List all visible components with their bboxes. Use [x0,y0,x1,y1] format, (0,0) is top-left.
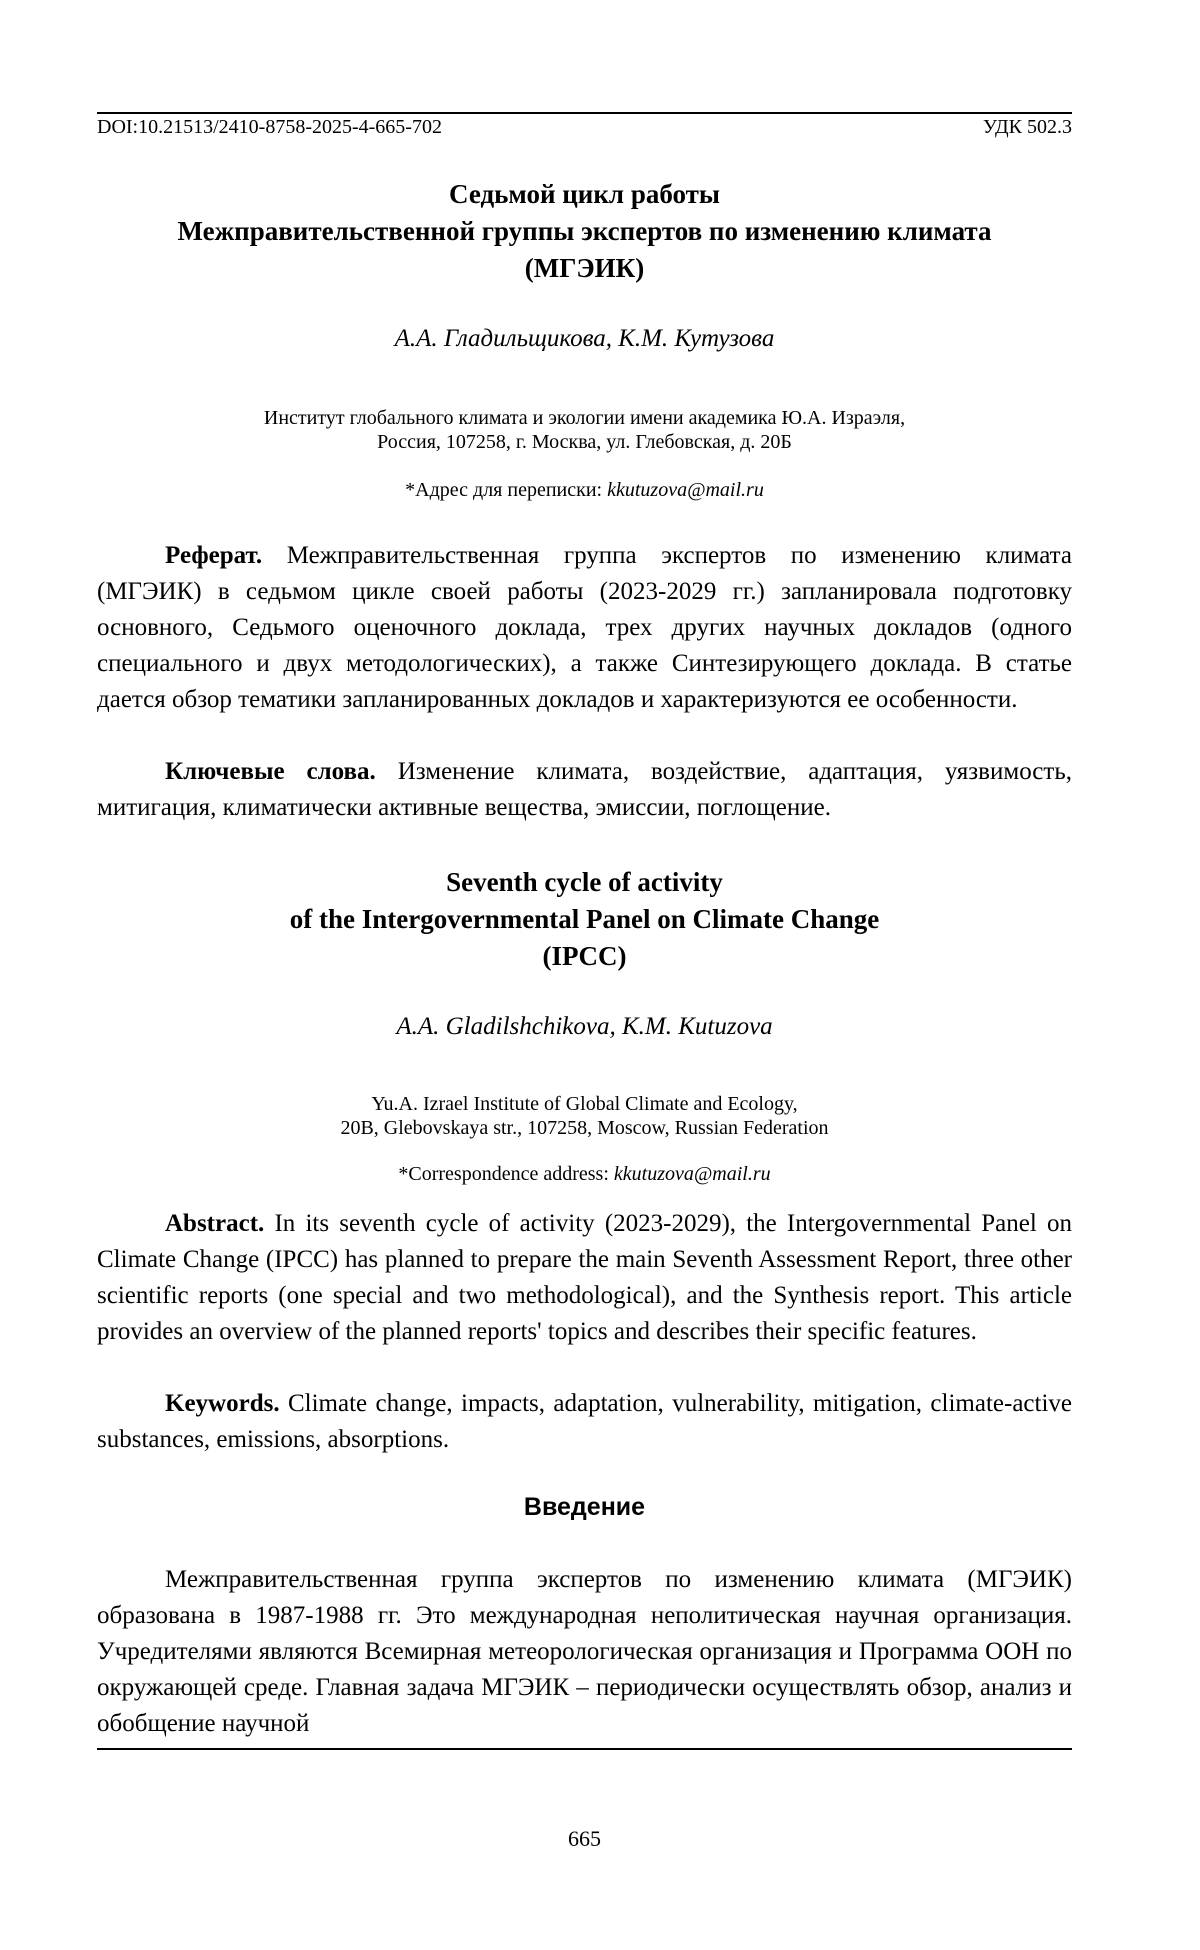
keywords-ru [97,754,1072,826]
section-heading-introduction: Введение [523,1493,646,1521]
abstract-ru-text: Межправительственная группа экспертов по изменению климата (МГЭИК) в седьмом цикле своей работы (2023-2029 гг.) запланировала подготовку основного, Седьмого оценочного доклада, трех других научных докладов (одного специального и двух методологических), а также Синтезирующего доклада. В статье дается обзор тематики запланированных докладов и характеризуются ее особенности. [97,542,1072,713]
affiliation-ru-line: Россия, 107258, г. Москва, ул. Глебовская, д. 20Б [377,431,792,453]
doi: DOI:10.21513/2410-8758-2025-4-665-702 [97,116,442,138]
affiliation-en-line: 20B, Glebovskaya str., 107258, Moscow, Russian Federation [340,1117,829,1139]
introduction-text: Межправительственная группа экспертов по изменению климата (МГЭИК) образована в 1987-1988 гг. Это международная неполитическая научная организация. Учредителями являются Всемирная метеорологическая организация и Программа ООН по окружающей среде. Главная задача МГЭИК – периодически осуществлять обзор, анализ и обобщение научной [97,1566,1072,1737]
title-en [97,864,1072,975]
keywords-ru-label: Ключевые слова. [165,758,376,785]
udc-code: УДК 502.3 [982,116,1072,138]
title-ru [97,176,1072,287]
footer-rule [97,1748,1072,1750]
correspondence-email: kkutuzova@mail.ru [613,1163,771,1185]
keywords-en-label: Keywords. [165,1390,280,1417]
correspondence-label: *Correspondence address: [398,1163,614,1185]
title-en-line: of the Intergovernmental Panel on Climate Change [289,904,880,934]
affiliation-ru [97,406,1072,454]
correspondence-label: *Адрес для переписки: [405,479,608,501]
correspondence-en [97,1162,1072,1186]
title-ru-line: Межправительственной группы экспертов по изменению климата [177,216,992,246]
abstract-ru-label: Реферат. [165,542,263,569]
keywords-en-text: Climate change, impacts, adaptation, vulnerability, mitigation, climate-active substances, emissions, absorptions. [97,1390,1072,1453]
affiliation-en [97,1092,1072,1140]
keywords-ru-text: Изменение климата, воздействие, адаптация, уязвимость, митигация, климатически активные вещества, эмиссии, поглощение. [97,758,1072,821]
abstract-ru [97,538,1072,718]
authors-en: A.A. Gladilshchikova, K.M. Kutuzova [396,1013,773,1040]
correspondence-ru [97,478,1072,502]
authors-ru: А.А. Гладильщикова, К.М. Кутузова [394,325,775,352]
title-ru-line: (МГЭИК) [524,253,645,283]
header-line [97,114,1072,140]
page-number: 665 [568,1826,601,1851]
affiliation-ru-line: Институт глобального климата и экологии имени академика Ю.А. Израэля, [263,407,906,429]
correspondence-email: kkutuzova@mail.ru [607,479,764,501]
abstract-en-label: Abstract. [165,1210,265,1237]
abstract-en-text: In its seventh cycle of activity (2023-2029), the Intergovernmental Panel on Climate Change (IPCC) has planned to prepare the main Seventh Assessment Report, three other scientific reports (one special and two methodological), and the Synthesis report. This article provides an overview of the planned reports' topics and describes their specific features. [97,1210,1072,1345]
abstract-en [97,1206,1072,1350]
keywords-en [97,1386,1072,1458]
affiliation-en-line: Yu.A. Izrael Institute of Global Climate and Ecology, [371,1093,798,1115]
title-en-line: (IPCC) [542,941,627,971]
title-en-line: Seventh cycle of activity [446,867,723,897]
title-ru-line: Седьмой цикл работы [449,179,720,209]
